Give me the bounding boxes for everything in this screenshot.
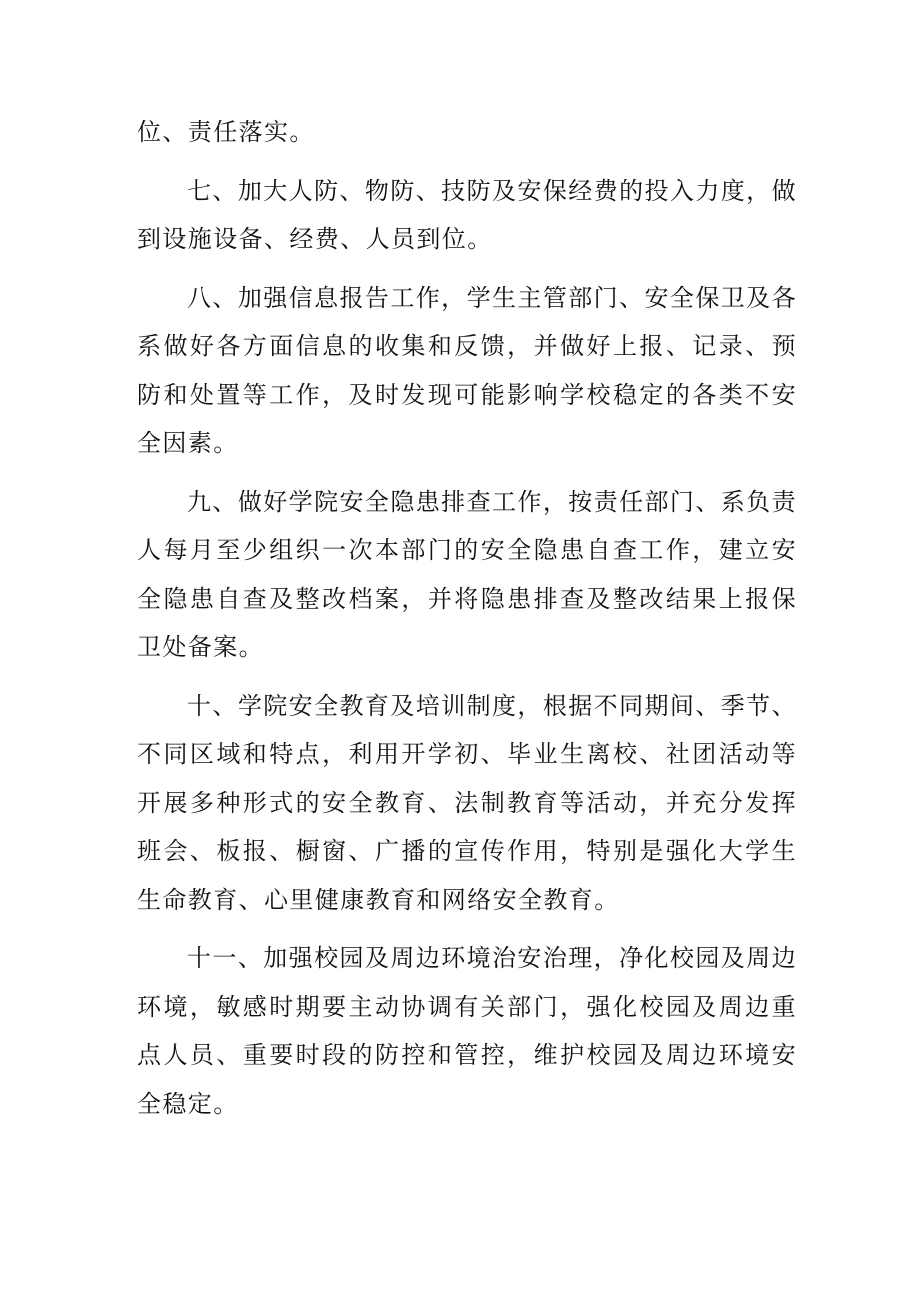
document-body xyxy=(137,108,797,1138)
paragraph-item-7: 七、加大人防、物防、技防及安保经费的投入力度，做到设施设备、经费、人员到位。 xyxy=(137,176,797,253)
paragraph-item-11: 十一、加强校园及周边环境治安治理，净化校园及周边环境，敏感时期要主动协调有关部门，强化校园及周边重点人员、重要时段的防控和管控，维护校园及周边环境安全稳定。 xyxy=(137,944,797,1118)
paragraph-item-8: 八、加强信息报告工作，学生主管部门、安全保卫及各系做好各方面信息的收集和反馈，并做好上报、记录、预防和处置等工作，及时发现可能影响学校稳定的各类不安全因素。 xyxy=(137,283,797,457)
paragraph-continuation: 位、责任落实。 xyxy=(137,118,315,146)
paragraph-item-10: 十、学院安全教育及培训制度，根据不同期间、季节、不同区域和特点，利用开学初、毕业生离校、社团活动等开展多种形式的安全教育、法制教育等活动，并充分发挥班会、板报、橱窗、广播的宣传作用，特别是强化大学生生命教育、心里健康教育和网络安全教育。 xyxy=(137,691,797,914)
paragraph-item-9: 九、做好学院安全隐患排查工作，按责任部门、系负责人每月至少组织一次本部门的安全隐患自查工作，建立安全隐患自查及整改档案，并将隐患排查及整改结果上报保卫处备案。 xyxy=(137,487,797,661)
